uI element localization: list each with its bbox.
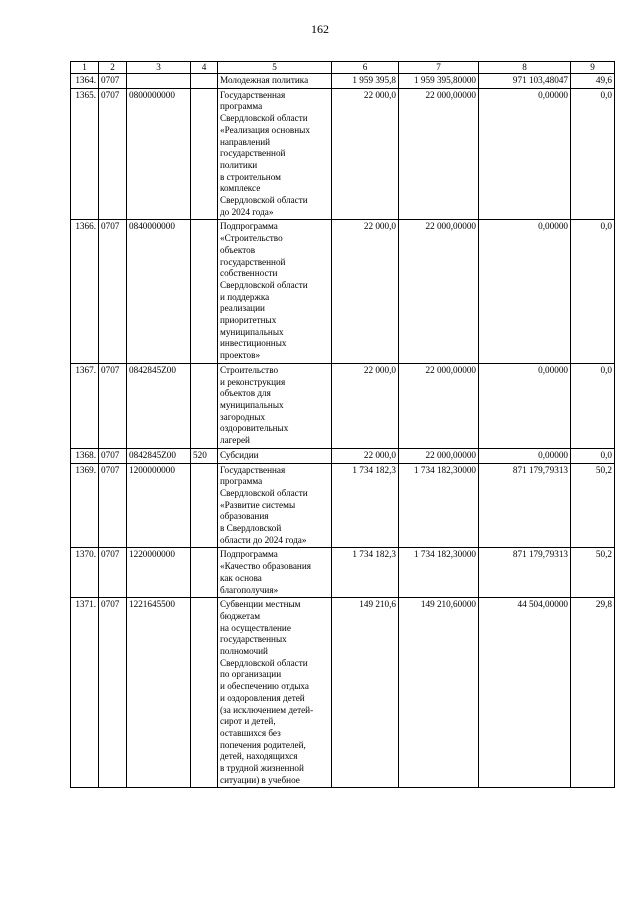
amount-cell: 1 734 182,30000	[399, 548, 479, 598]
row-number-cell: 1366.	[71, 220, 99, 363]
amount-cell: 149 210,60000	[399, 598, 479, 788]
section-code-cell: 0707	[99, 598, 127, 788]
header-cell: 7	[399, 62, 479, 74]
header-cell: 1	[71, 62, 99, 74]
amount-cell: 22 000,00000	[399, 363, 479, 448]
expense-type-cell	[191, 548, 218, 598]
section-code-cell: 0707	[99, 363, 127, 448]
budget-table	[70, 61, 615, 788]
row-number-cell: 1368.	[71, 448, 99, 463]
amount-cell: 0,00000	[479, 88, 571, 220]
expense-type-cell	[191, 363, 218, 448]
amount-cell: 22 000,0	[332, 448, 399, 463]
header-cell: 2	[99, 62, 127, 74]
amount-cell: 149 210,6	[332, 598, 399, 788]
table-row	[71, 463, 615, 548]
article-code-cell: 1220000000	[127, 548, 191, 598]
article-code-cell: 1221645500	[127, 598, 191, 788]
row-number-cell: 1369.	[71, 463, 99, 548]
expense-type-cell	[191, 598, 218, 788]
row-number-cell: 1371.	[71, 598, 99, 788]
article-code-cell: 0840000000	[127, 220, 191, 363]
article-code-cell: 0800000000	[127, 88, 191, 220]
amount-cell: 22 000,00000	[399, 448, 479, 463]
expense-type-cell: 520	[191, 448, 218, 463]
percent-cell: 0,0	[571, 88, 615, 220]
amount-cell: 1 734 182,3	[332, 548, 399, 598]
amount-cell: 1 959 395,8	[332, 74, 399, 89]
article-code-cell	[127, 74, 191, 89]
amount-cell: 22 000,00000	[399, 88, 479, 220]
article-code-cell: 0842845Z00	[127, 363, 191, 448]
percent-cell: 49,6	[571, 74, 615, 89]
expense-type-cell	[191, 74, 218, 89]
expense-type-cell	[191, 220, 218, 363]
amount-cell: 22 000,0	[332, 88, 399, 220]
percent-cell: 50,2	[571, 548, 615, 598]
item-name-cell: Строительство и реконструкция объектов для муниципальных загородных оздоровительных лагерей	[218, 363, 332, 448]
percent-cell: 0,0	[571, 220, 615, 363]
amount-cell: 0,00000	[479, 220, 571, 363]
table-row	[71, 598, 615, 788]
percent-cell: 0,0	[571, 448, 615, 463]
amount-cell: 871 179,79313	[479, 548, 571, 598]
header-cell: 6	[332, 62, 399, 74]
section-code-cell: 0707	[99, 448, 127, 463]
percent-cell: 50,2	[571, 463, 615, 548]
amount-cell: 22 000,0	[332, 220, 399, 363]
amount-cell: 971 103,48047	[479, 74, 571, 89]
table-row	[71, 74, 615, 89]
amount-cell: 1 734 182,30000	[399, 463, 479, 548]
section-code-cell: 0707	[99, 548, 127, 598]
header-cell: 9	[571, 62, 615, 74]
table-row	[71, 548, 615, 598]
item-name-cell: Государственная программа Свердловской области «Развитие системы образования в Свердловской области до 2024 года»	[218, 463, 332, 548]
article-code-cell: 1200000000	[127, 463, 191, 548]
amount-cell: 44 504,00000	[479, 598, 571, 788]
header-cell: 5	[218, 62, 332, 74]
expense-type-cell	[191, 463, 218, 548]
header-row	[71, 62, 615, 74]
row-number-cell: 1370.	[71, 548, 99, 598]
expense-type-cell	[191, 88, 218, 220]
amount-cell: 871 179,79313	[479, 463, 571, 548]
page-number: 162	[311, 22, 329, 36]
item-name-cell: Молодежная политика	[218, 74, 332, 89]
section-code-cell: 0707	[99, 463, 127, 548]
amount-cell: 1 959 395,80000	[399, 74, 479, 89]
item-name-cell: Государственная программа Свердловской области «Реализация основных направлений государственной политики в строительном комплексе Свердловской области до 2024 года»	[218, 88, 332, 220]
table-row	[71, 220, 615, 363]
header-cell: 3	[127, 62, 191, 74]
row-number-cell: 1364.	[71, 74, 99, 89]
item-name-cell: Субсидии	[218, 448, 332, 463]
amount-cell: 22 000,00000	[399, 220, 479, 363]
percent-cell: 29,8	[571, 598, 615, 788]
item-name-cell: Подпрограмма «Качество образования как основа благополучия»	[218, 548, 332, 598]
item-name-cell: Подпрограмма «Строительство объектов государственной собственности Свердловской области и поддержка реализации приоритетных муниципальных инвестиционных проектов»	[218, 220, 332, 363]
header-cell: 4	[191, 62, 218, 74]
table-row	[71, 88, 615, 220]
table-row	[71, 448, 615, 463]
section-code-cell: 0707	[99, 88, 127, 220]
header-cell: 8	[479, 62, 571, 74]
amount-cell: 0,00000	[479, 448, 571, 463]
percent-cell: 0,0	[571, 363, 615, 448]
amount-cell: 0,00000	[479, 363, 571, 448]
table-row	[71, 363, 615, 448]
row-number-cell: 1365.	[71, 88, 99, 220]
article-code-cell: 0842845Z00	[127, 448, 191, 463]
section-code-cell: 0707	[99, 220, 127, 363]
item-name-cell: Субвенции местным бюджетам на осуществление государственных полномочий Свердловской области по организации и обеспечению отдыха и оздоровления детей (за исключением детей- сирот и детей, оставшихся без попечения родителей, детей, находящихся в трудной жизненной ситуации) в учебное	[218, 598, 332, 788]
amount-cell: 22 000,0	[332, 363, 399, 448]
section-code-cell: 0707	[99, 74, 127, 89]
row-number-cell: 1367.	[71, 363, 99, 448]
amount-cell: 1 734 182,3	[332, 463, 399, 548]
